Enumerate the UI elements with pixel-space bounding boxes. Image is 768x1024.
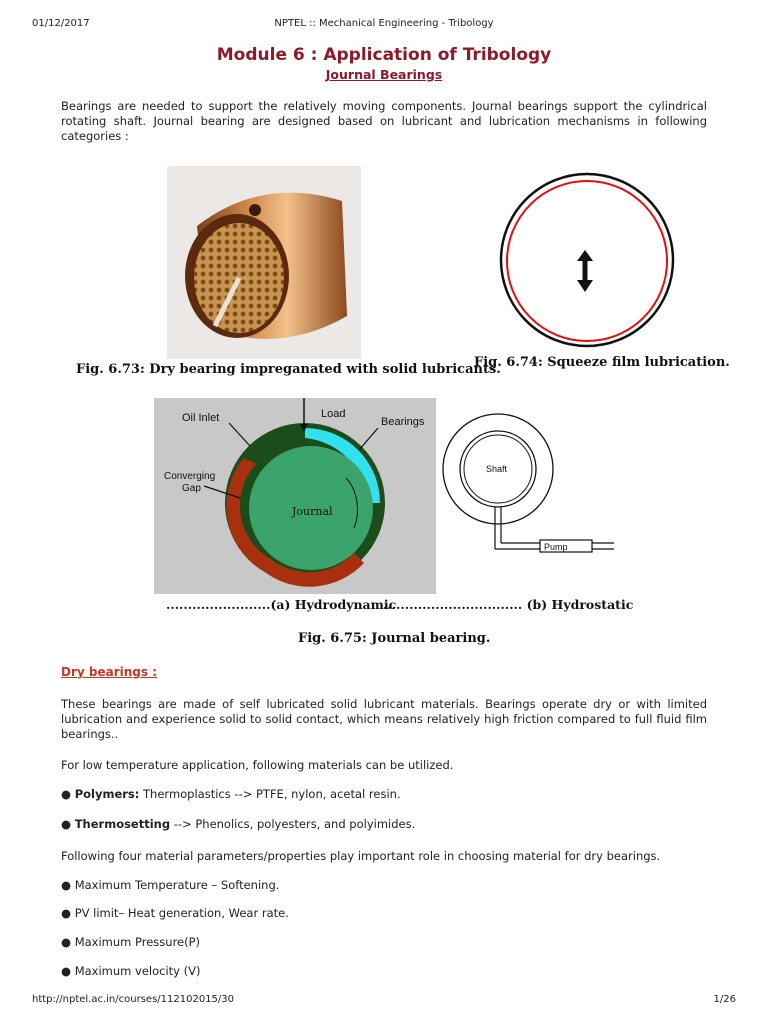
list-item: ● Maximum velocity (V) — [61, 964, 201, 978]
section-title: Journal Bearings — [325, 67, 443, 82]
dry-bearing-photo — [167, 166, 361, 359]
thermosetting-label: Thermosetting — [74, 817, 171, 831]
gap-label: Gap — [182, 483, 201, 494]
hydrostatic-bearing-diagram — [440, 411, 620, 561]
figure-caption-6-74: Fig. 6.74: Squeeze film lubrication. — [474, 355, 730, 370]
print-date: 01/12/2017 — [32, 18, 90, 29]
module-title: Module 6 : Application of Tribology — [216, 45, 552, 65]
hydrodynamic-bearing-diagram — [154, 398, 436, 594]
load-label: Load — [321, 408, 346, 420]
thermosetting-item — [61, 817, 415, 831]
oil-inlet-label: Oil Inlet — [182, 412, 220, 424]
print-url: http://nptel.ac.in/courses/112102015/30 — [32, 994, 235, 1005]
subcaption-hydrostatic: ................................ (b) Hydrostatic — [383, 597, 634, 612]
subcaption-hydrodynamic: ........................(a) Hydrodynamic — [166, 597, 397, 612]
print-page-title: NPTEL :: Mechanical Engineering - Tribology — [274, 18, 494, 29]
polymers-item — [61, 787, 401, 801]
list-item: ● Maximum Pressure(P) — [61, 935, 201, 949]
page-number: 1/26 — [713, 994, 736, 1005]
bullet: ● — [61, 787, 72, 801]
pump-label: Pump — [544, 542, 568, 552]
dry-bearings-paragraph: These bearings are made of self lubricated solid lubricant materials. Bearings operate dry or with limited lubrication and experience solid to solid contact, which means relatively high friction compared to full fluid film bearings.. — [61, 697, 707, 741]
thermosetting-text: --> Phenolics, polyesters, and polyimides. — [173, 817, 416, 831]
dry-bearings-heading: Dry bearings : — [61, 665, 157, 679]
squeeze-film-diagram — [498, 171, 676, 349]
journal-label: Journal — [292, 505, 333, 518]
bullet: ● — [61, 817, 72, 831]
parameters-paragraph: Following four material parameters/properties play important role in choosing material for dry bearings. — [61, 849, 661, 863]
intro-paragraph: Bearings are needed to support the relatively moving components. Journal bearings support the cylindrical rotating shaft. Journal bearing are designed based on lubricant and lubrication mechanisms in following categories : — [61, 99, 707, 143]
converging-label: Converging — [164, 471, 216, 482]
figure-caption-6-75: Fig. 6.75: Journal bearing. — [298, 631, 491, 646]
list-item: ● Maximum Temperature – Softening. — [61, 878, 280, 892]
shaft-label: Shaft — [486, 464, 508, 474]
polymers-text: Thermoplastics --> PTFE, nylon, acetal resin. — [143, 787, 401, 801]
bearings-label: Bearings — [381, 416, 425, 428]
low-temp-paragraph: For low temperature application, following materials can be utilized. — [61, 758, 454, 772]
polymers-label: Polymers: — [74, 787, 140, 801]
list-item: ● PV limit– Heat generation, Wear rate. — [61, 906, 289, 920]
figure-caption-6-73: Fig. 6.73: Dry bearing impreganated with solid lubricants. — [76, 362, 501, 377]
